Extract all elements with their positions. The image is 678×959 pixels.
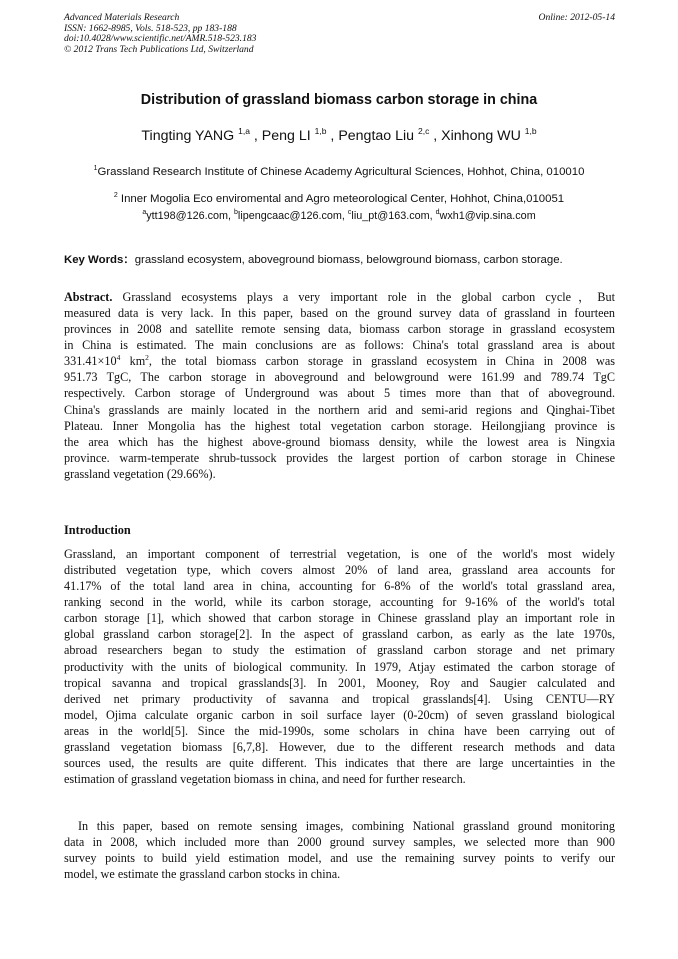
body-line: ranking second in the world, while its carbon storage, accounting for 9-16% of the world's total <box>64 595 615 610</box>
email-mark: c <box>347 209 352 216</box>
email-mark: d <box>435 209 440 216</box>
paper-title: Distribution of grassland biomass carbon storage in china <box>140 92 538 108</box>
body-line: tropical savanna and tropical grasslands[3]. In 2001, Mooney, Roy and Saugier calculated and <box>64 675 615 690</box>
author-list <box>0 128 678 144</box>
body-line: estimation of grassland vegetation biomass in china, and need for further research. <box>64 772 466 787</box>
body-line: Grassland, an important component of terrestrial vegetation, is one of the world's most widely <box>64 547 615 561</box>
abstract-line: in China is estimated. The main conclusions are as follows: China's total grassland area is about <box>64 338 615 353</box>
abstract <box>64 289 615 482</box>
abstract-line: $331.41\times 10^4$ $km^2$, the total biomass carbon storage in grassland ecosystem in China in 2008 was <box>64 353 615 369</box>
online-date: Online: 2012-05-14 <box>538 12 615 23</box>
body-line: carbon storage [1], which showed that carbon storage in Chinese grassland play an important role in <box>64 611 615 626</box>
abstract-line: Plateau. Inner Mongolia has the highest total vegetation carbon storage. Heilongjiang province is <box>64 418 615 433</box>
affiliation-mark: 1 <box>93 165 98 172</box>
journal-header <box>64 13 256 55</box>
body-line: survey points to build yield estimation model, and use the remaining survey points to verify our <box>64 851 615 866</box>
author-affiliation-mark: 1,a <box>238 126 250 136</box>
author-name: Pengtao Liu <box>338 128 418 144</box>
abstract-line: China's grasslands are mainly located in the northern arid and semi-arid regions and Qinghai-Tibet <box>64 402 615 417</box>
author-affiliation-mark: 1,b <box>314 126 327 136</box>
author-name: Tingting YANG <box>141 128 239 144</box>
author-affiliation-mark: 2,c <box>418 126 430 136</box>
body-line: global grassland carbon storage[2]. In the aspect of grassland carbon, as early as the late 1970s, <box>64 627 615 642</box>
body-line: data in 2008, which included more than 2000 ground survey samples, we selected more than 900 <box>64 835 615 850</box>
introduction-paragraph-1 <box>64 546 615 787</box>
body-line: derived net primary productivity of savanna and tropical grasslands[4]. Using CENTU—RY <box>64 691 615 706</box>
author-separator: , <box>249 128 262 144</box>
abstract-line: province. warm-temperate shrub-tussock provides the largest portion of carbon storage in Chinese <box>64 450 615 465</box>
abstract-line: measured data is very lack. In this paper, based on the ground survey data of grassland in fourteen <box>64 306 615 321</box>
introduction-paragraph-2 <box>64 818 615 882</box>
email-mark: a <box>142 209 147 216</box>
keywords-text: grassland ecosystem, aboveground biomass, belowground biomass, carbon storage. <box>134 254 563 266</box>
email-mark: b <box>234 209 238 216</box>
affiliation-text: Inner Mogolia Eco enviromental and Agro meteorological Center, Hohhot, China,010051 <box>117 193 565 205</box>
abstract-label: Abstract. <box>64 290 113 304</box>
body-line: distributed vegetation type, which covers almost 20% of land area, grassland area accounts for <box>64 563 615 578</box>
email-address: lipengcaac@126.com, <box>237 210 348 222</box>
body-line: 41.17% of the total land area in china, accounting for 6-8% of the world's total grassland area, <box>64 579 615 594</box>
author-affiliation-mark: 1,b <box>524 126 537 136</box>
author-name: Xinhong WU <box>441 128 525 144</box>
body-line: model, Ojima calculate organic carbon in soil surface layer (0-20cm) of seven grassland biological <box>64 707 615 722</box>
email-address: ytt198@126.com, <box>146 210 235 222</box>
abstract-line: grassland vegetation (29.66%). <box>64 466 216 481</box>
abstract-line: the area which has the highest above-ground biomass density, while the lowest area is Ningxia <box>64 434 615 449</box>
abstract-line: respectively. Carbon storage of Underground was about 5 times more than that of aboveground. <box>64 386 615 401</box>
body-line: sources used, the results are quite different. This indicates that there are large uncertainties in the <box>64 756 615 771</box>
abstract-line: provinces in 2008 and satellite remote sensing data, biomass carbon storage in grassland ecosystem <box>64 322 615 337</box>
body-line: model, we estimate the grassland carbon stocks in china. <box>64 867 341 882</box>
author-separator: , <box>326 128 339 144</box>
keywords-label: Key Words： <box>64 254 135 266</box>
keywords <box>64 251 616 267</box>
journal-copyright: © 2012 Trans Tech Publications Ltd, Switzerland <box>64 43 254 55</box>
affiliation-mark: 2 <box>113 192 118 199</box>
body-line: In this paper, based on remote sensing images, combining National grassland ground monitoring <box>78 819 615 833</box>
body-line: grassland vegetation biomass [6,7,8]. However, due to the different research methods and data <box>64 739 615 754</box>
author-separator: , <box>429 128 442 144</box>
body-line: abroad researchers began to study the estimation of grassland carbon storage and net primary <box>64 643 615 658</box>
journal-doi: doi:10.4028/www.scientific.net/AMR.518-523.183 <box>64 33 257 45</box>
affiliation-text: Grassland Research Institute of Chinese Academy Agricultural Sciences, Hohhot, China, 010010 <box>97 166 585 178</box>
author-emails <box>0 210 678 222</box>
body-line: productivity with the units of biological community. In 1979, Atjay estimated the carbon storage of <box>64 659 615 674</box>
author-name: Peng LI <box>261 128 315 144</box>
abstract-line: Abstract. Grassland ecosystems plays a very important role in the global carbon cycle，But <box>64 290 615 304</box>
email-address: liu_pt@163.com, <box>351 210 436 222</box>
body-line: areas in the world[5]. Since the mid-1990s, some scholars in china have been carrying out of <box>64 723 615 738</box>
affiliation-2 <box>0 193 678 205</box>
abstract-line: 951.73 TgC, The carbon storage in aboveground and belowground were 161.99 and 789.74 TgC <box>64 370 615 385</box>
journal-name: Advanced Materials Research <box>64 12 180 23</box>
section-heading-introduction: Introduction <box>64 523 131 537</box>
journal-issn: ISSN: 1662-8985, Vols. 518-523, pp 183-188 <box>64 22 237 34</box>
email-address: wxh1@vip.sina.com <box>439 210 536 222</box>
affiliation-1 <box>0 166 678 178</box>
